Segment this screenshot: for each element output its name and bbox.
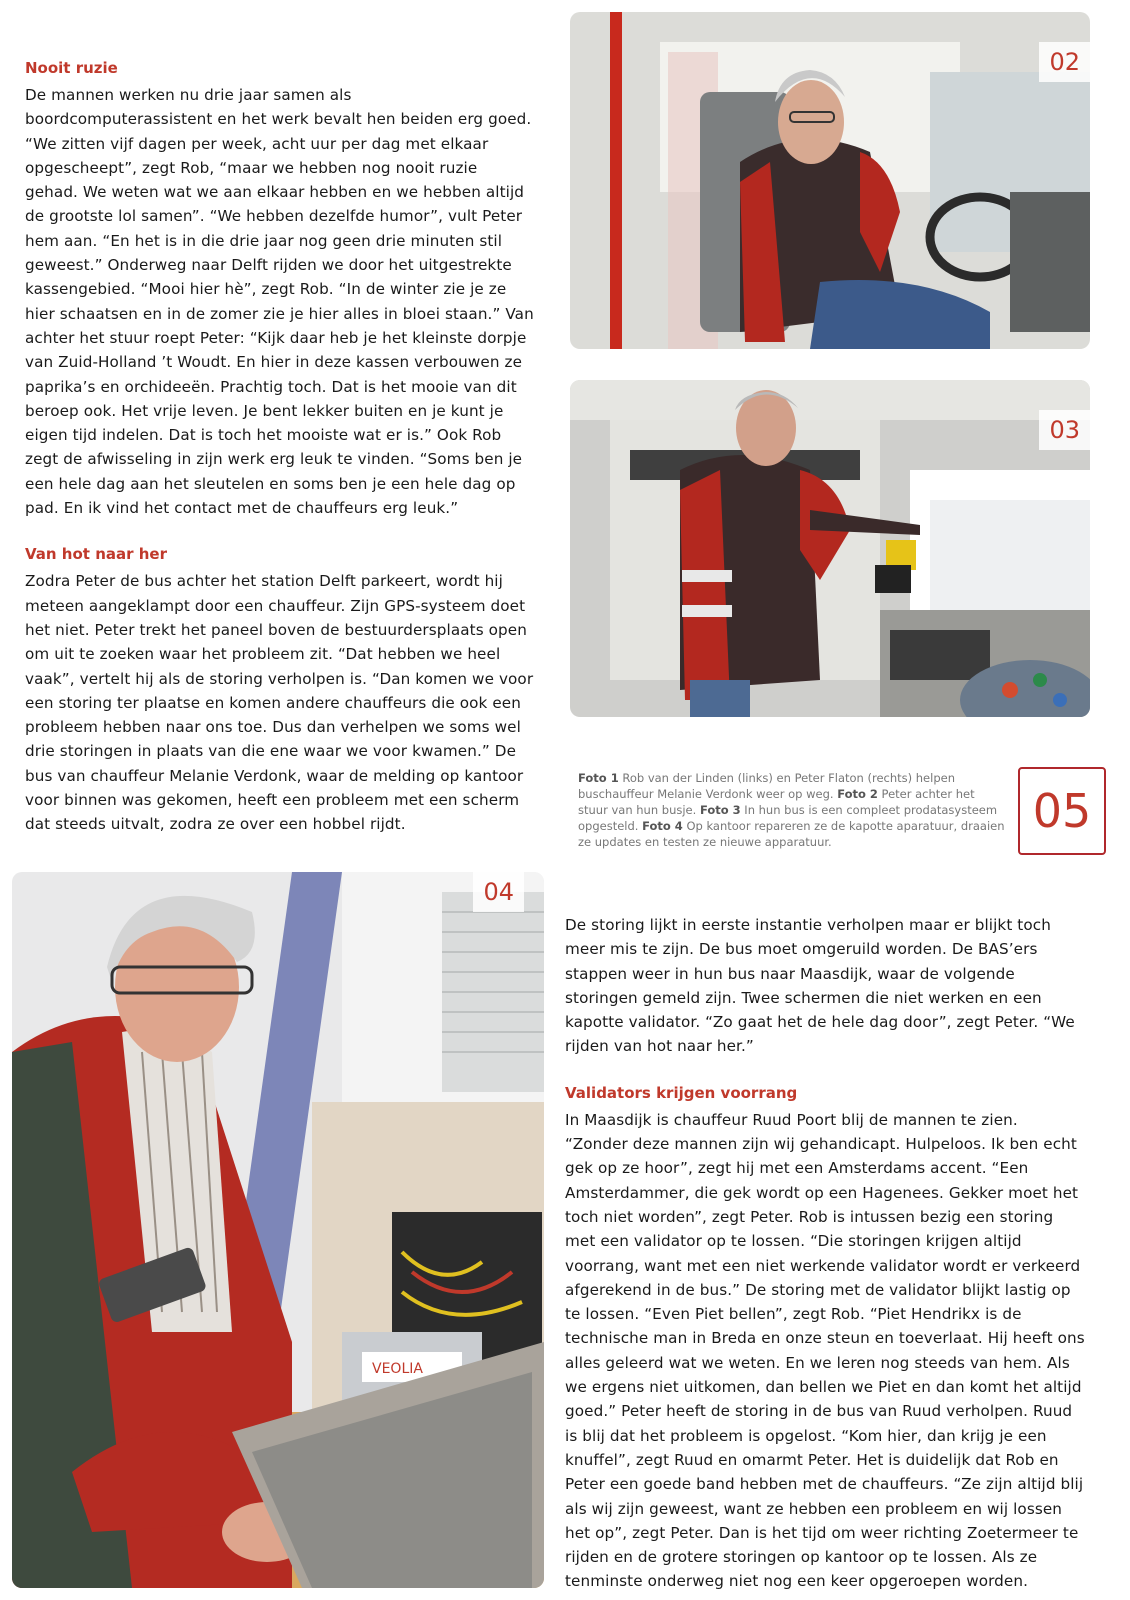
photo-driver-in-bus — [570, 12, 1090, 349]
veolia-logo-text: VEOLIA — [372, 1361, 423, 1377]
caption-foto3-text: In hun bus is een compleet prodatasysteem opgesteld. — [578, 803, 998, 833]
photo-02-image — [570, 12, 1090, 349]
article-paragraph: Zodra Peter de bus achter het station Delft parkeert, wordt hij meteen aangeklampt door een chauffeur. Zijn GPS-systeem doet het niet. Peter trekt het paneel boven de bestuurdersplaats open om uit te zoeken waar het probleem zit. “Dat hebben we heel vaak”, vertelt hij als de storing verholpen is. “Dan komen we voor een storing ter plaatse en komen andere chauffeurs die ook een probleem hebben naar ons toe. Dus dan verhelpen we soms wel drie storingen in plaats van die ene waar we voor kwamen.” De bus van chauffeur Melanie Verdonk, waar de melding op kantoor voor binnen was gekomen, heeft een probleem met een scherm dat steeds uitvalt, zodra ze over een hobbel rijdt. — [25, 572, 534, 834]
caption-foto2-text: Peter achter het stuur van hun busje. — [578, 787, 975, 817]
photo-03-image — [570, 380, 1090, 717]
left-column — [25, 56, 535, 837]
caption-foto2-label: Foto 2 — [837, 787, 878, 801]
article-paragraph: In Maasdijk is chauffeur Ruud Poort blij de mannen te zien. “Zonder deze mannen zijn wij gehandicapt. Hulpeloos. Ik ben echt gek op ze hoor”, zegt hij met een Amsterdams accent. “Een Amsterdammer, die gek wordt op een Hagenees. Gekker moet het toch niet worden”, zegt Peter. Rob is intussen bezig een storing met een validator op te lossen. “Die storingen krijgen altijd voorrang, want met een niet werkende validator wordt er verkeerd afgerekend in de bus.” De storing met de validator blijkt lastig op te lossen. “Even Piet bellen”, zegt Rob. “Piet Hendrikx is de technische man in Breda en onze steun en toeverlaat. Hij heeft ons alles geleerd wat we weten. En we leren nog steeds van hem. Als we ergens niet uitkomen, dan bellen we Piet en dan komt het altijd goed.” Peter heeft de storing in de bus van Ruud verholpen. Ruud is blij dat het probleem is opgelost. “Kom hier, dan krijg je een knuffel”, zegt Ruud en omarmt Peter. Het is duidelijk dat Rob en Peter een goede band hebben met de chauffeurs. “Ze zijn altijd blij als wij zijn geweest, want ze hebben een probleem en wij lossen het op”, zegt Peter. Dan is het tijd om weer richting Zoetermeer te rijden en de grotere storingen op kantoor op te lossen. Als ze tenminste onderweg niet nog een keer opgeroepen worden. — [565, 1110, 1085, 1591]
caption-foto4-text: Op kantoor repareren ze de kapotte aparatuur, draaien ze updates en testen ze nieuwe apparatuur. — [578, 819, 1005, 849]
article-paragraph: De storing lijkt in eerste instantie verholpen maar er blijkt toch meer mis te zijn. De bus moet omgeruild worden. De BAS’ers stappen weer in hun bus naar Maasdijk, waar de volgende storingen gemeld zijn. Twee schermen die niet werken en een kapotte validator. “Zo gaat het de hele dag door”, zegt Peter. “We rijden van hot naar her.” — [565, 916, 1075, 1056]
page-number: 05 — [1018, 767, 1106, 855]
photo-number-label: 04 — [473, 872, 524, 912]
right-column — [565, 913, 1085, 1594]
article-paragraph: De mannen werken nu drie jaar samen als boordcomputerassistent en het werk bevalt hen beiden erg goed. “We zitten vijf dagen per week, acht uur per dag met elkaar opgescheept”, zegt Rob, “maar we hebben nog nooit ruzie gehad. We weten wat we aan elkaar hebben en we hebben altijd de grootste lol samen”. “We hebben dezelfde humor”, vult Peter hem aan. “En het is in die drie jaar nog geen drie minuten stil geweest.” Onderweg naar Delft rijden we door het uitgestrekte kassengebied. “Mooi hier hè”, zegt Rob. “In de winter zie je ze hier schaatsen en in de zomer zie je hier alles in bloei staan.” Van achter het stuur roept Peter: “Kijk daar heb je het kleinste dorpje van Zuid-Holland ’t Woudt. En hier in deze kassen verbouwen ze paprika’s en orchideeën. Prachtig toch. Dat is het mooie van dit beroep ook. Het vrije leven. Je bent lekker buiten en je kunt je eigen tijd indelen. Dat is toch het mooiste wat er is.” Ook Rob zegt de afwisseling in zijn werk erg leuk te vinden. “Soms ben je een hele dag aan het sleutelen en soms ben je een hele dag op pad. En ik vind het contact met de chauffeurs erg leuk.” — [25, 86, 534, 518]
photo-number-label: 03 — [1039, 410, 1090, 450]
caption-foto1-label: Foto 1 — [578, 771, 619, 785]
caption-foto1-text: Rob van der Linden (links) en Peter Flaton (rechts) helpen buschauffeur Melanie Verdonk weer op weg. — [578, 771, 955, 801]
caption-foto3-label: Foto 3 — [699, 803, 741, 817]
photo-04-image — [12, 872, 544, 1588]
section-heading-van-hot-naar-her: Van hot naar her — [25, 545, 167, 564]
section-heading-validators: Validators krijgen voorrang — [565, 1083, 798, 1102]
caption-foto4-label: Foto 4 — [642, 819, 683, 833]
photo-number-label: 02 — [1039, 42, 1090, 82]
photo-bus-interior — [570, 380, 1090, 717]
photo-caption — [578, 770, 1008, 850]
section-heading-nooit-ruzie: Nooit ruzie — [25, 59, 118, 77]
photo-man-at-laptop — [12, 872, 544, 1588]
